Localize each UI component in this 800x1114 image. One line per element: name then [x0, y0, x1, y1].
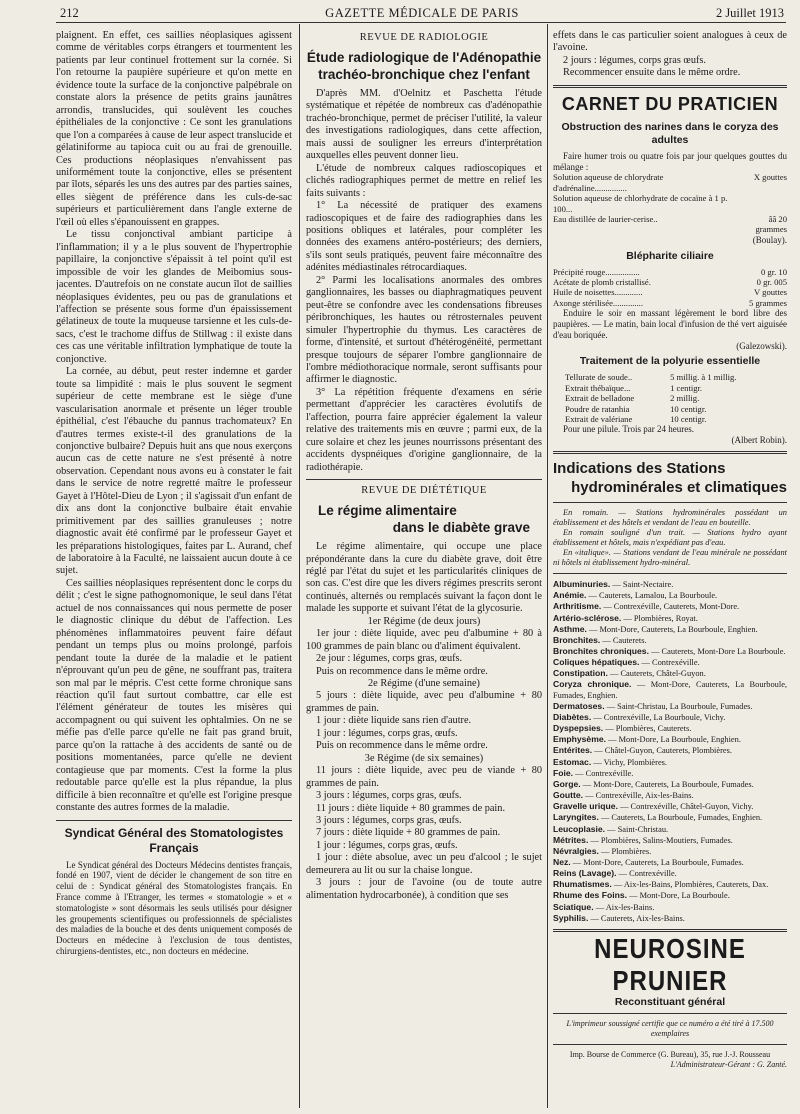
radiology-paragraph: L'étude de nombreux calques radioscopiques et clichés radiographiques permet de mettre en relief les faits suivants :	[306, 162, 542, 199]
indication-stations: — Cauterets, Mont-Dore La Bourboule.	[648, 647, 786, 657]
indication-item	[553, 613, 787, 624]
column-2	[306, 30, 542, 1108]
obstruction-intro: Faire humer trois ou quatre fois par jour quelques gouttes du mélange :	[553, 150, 787, 172]
section-divider	[306, 479, 542, 480]
regime-line: 11 jours : diète liquide, avec peu de viande + 80 grammes de pain.	[306, 765, 542, 789]
indication-stations: — Cauterets, Lamalou, La Bourboule.	[586, 591, 718, 601]
stations-legend: En «italique». — Stations vendant de l'eau minérale ne possédant ni hôtels ni établissement hydro-minéral.	[553, 548, 787, 568]
continued-line: Recommencer ensuite dans le même ordre.	[563, 67, 741, 79]
indication-item	[553, 757, 787, 768]
header-rule	[56, 22, 786, 23]
dietetics-title-line1: Le régime alimentaire	[318, 503, 457, 519]
indication-stations: — Contrexéville.	[616, 869, 677, 879]
section-divider	[553, 451, 787, 454]
section-divider	[553, 1044, 787, 1045]
indication-stations: — Aix-les-Bains, Plombières, Cauterets, Dax.	[611, 880, 769, 890]
dietetics-section-label: REVUE DE DIÉTÉTIQUE	[361, 485, 487, 497]
ingredient-name: Poudre de ratanhia	[565, 403, 630, 414]
radiology-paragraph: 1° La nécessité de pratiquer des examens radioscopiques et de faire des radiographies dans les positions obliques et latérales, pour compléter les données des examens antéro-postérieurs; des derniers, s'ils sont seuls pratiqués, peuvent faire méconnaître des adénites médiastinales rétrocardiaques.	[306, 200, 542, 274]
obstruction-formula	[553, 172, 787, 234]
regime-line: 3 jours : légumes, corps gras, œufs.	[316, 815, 462, 827]
column-rule-2	[547, 24, 548, 1108]
ingredient-name: Précipité rouge................	[553, 266, 640, 277]
indication-item	[553, 768, 787, 779]
page-number: 212	[60, 6, 79, 20]
section-divider	[56, 820, 292, 821]
carnet-title: CARNET DU PRATICIEN	[561, 93, 779, 114]
column-3	[553, 30, 787, 1108]
indication-item	[553, 879, 787, 890]
indication-term: Emphysème.	[553, 734, 607, 745]
ingredient-qty: V gouttes	[753, 287, 787, 298]
indication-term: Leucoplasie.	[553, 823, 606, 834]
syndicat-title: Syndicat Général des Stomatologistes Français	[64, 825, 284, 855]
indication-item	[553, 657, 787, 668]
indication-stations: — Contrexéville, Aix-les-Bains.	[583, 791, 694, 801]
ingredient-name: Extrait de belladone	[565, 393, 635, 404]
radiology-section-label: REVUE DE RADIOLOGIE	[359, 32, 489, 43]
indication-term: Coliques hépatiques.	[553, 657, 640, 668]
blepharite-author: (Galezowski).	[736, 340, 787, 351]
ingredient-name: Acétate de plomb cristallisé.	[553, 277, 651, 288]
indication-term: Sciatique.	[553, 901, 594, 912]
stations-title-line1: Indications des Stations	[553, 460, 726, 478]
stations-legend: En romain souligné d'un trait. — Stations hydro ayant établissement et hôtels, mais n'expédiant pas d'eau.	[553, 528, 787, 548]
indication-term: Arthritisme.	[553, 601, 602, 612]
indication-term: Asthme.	[553, 623, 587, 634]
indication-term: Entérites.	[553, 745, 593, 756]
indication-item	[553, 590, 787, 601]
stations-title-line2: hydrominérales et climatiques	[571, 479, 787, 497]
article-paragraph: La cornée, au début, peut rester indemne et garder toute sa limpidité : mais le plus souvent le segment supérieur de cette membrane est le siège d'une vascularisation anormale et présente un léger trouble épithélial, c'est l'ébauche du pannus trachomateux? En d'autres termes existe-t-il des granulations de la conjonctive bulbaire? Depuis huit ans que nous exerçons aucun cas de cette nature ne s'est présenté à notre observation. Cependant nous avons eu à constater le fait dans le service de notre regretté maître le professeur Gayet à l'Hôtel-Dieu de Lyon ; il s'agissait d'un enfant de dix ans dont la conjonctive bulbaire était envahie primitivement par des saillies granuleuses ; notre diagnostic avait été confirmé par le professeur Gayet et les préparations histologiques, faites par L. Aurand, chef de laboratoire à la Faculté, ne laissaient aucun doute à ce sujet.	[56, 366, 292, 577]
indication-item	[553, 679, 787, 700]
indication-term: Estomac.	[553, 756, 592, 767]
indication-term: Rhume des Foins.	[553, 890, 628, 901]
section-divider	[553, 1013, 787, 1014]
ingredient-name: Solution aqueuse de chlorydrate d'adrénaline...............	[553, 172, 664, 193]
indication-stations: — Plombières.	[598, 846, 652, 856]
indication-stations: — Cauterets, Aix-les-Bains.	[588, 913, 685, 923]
ingredient-qty: 2 millig.	[670, 393, 700, 404]
article-paragraph: plaignent. En effet, ces saillies néoplasiques agissent comme de véritables corps étrangers et tourmentent les patients par leur continuel frottement sur la cornée. Si l'on retourne la paupière supérieure et qu'on mette en évidence toute la surface de la conjonctive palpébrale on constate alors la présence de petits grains jaunâtres arrondis, translucides, qui soulèvent les couches épithéliales de la conjonctive : Ce sont les granulations que l'on a comparées à cause de leur aspect translucide et gélatiniforme au tapioca cuit ou au frai de grenouille. Ces productions néoplasiques n'envahissent pas uniformément toute la conjonctive, elles se présentent par îlots, séparés les uns des autres par des parties saines, elles siègent de préférence dans les culs-de-sac supérieurs et particulièrement dans l'angle externe de l'œil où elles s'épanouissent en grappes.	[56, 30, 292, 228]
radiology-title: Étude radiologique de l'Adénopathie trachéo-bronchique chez l'enfant	[306, 50, 542, 82]
regime-title: 2e Régime (d'une semaine)	[368, 678, 480, 690]
ingredient-qty: 0 gr. 10	[760, 266, 787, 277]
indication-stations: — Mont-Dore, Cauterets, La Bourboule, Fumades, Enghien.	[553, 680, 787, 700]
indication-item	[553, 712, 787, 723]
regime-line: 3 jours : jour de l'avoine (ou de toute autre alimentation hydrocarbonée), à condition que ses	[306, 877, 542, 901]
regime-line: 5 jours : diète liquide, avec peu d'albumine + 80 grammes de pain.	[306, 690, 542, 714]
neurosine-ad-subtitle: Reconstituant général	[614, 995, 726, 1008]
blepharite-formula	[553, 267, 787, 309]
indication-term: Foie.	[553, 767, 574, 778]
indication-stations: — Saint-Christau.	[605, 824, 669, 834]
blepharite-text: Enduire le soir en massant légèrement le bord libre des paupières. — Le matin, bain local d'infusion de thé vert aiguisée d'eau boriquée.	[553, 308, 787, 340]
indication-stations: — Mont-Dore, La Bourboule.	[627, 891, 730, 901]
dietetics-intro: Le régime alimentaire, qui occupe une place prépondérante dans la cure du diabète grave, doit être réglé par l'état du sujet et les particularités cliniques de son cas. C'est dire que les divers régimes prescrits seront continués, alternés ou remplacés suivant la façon dont le malade les supporte et suivant l'état de la glycosurie.	[306, 541, 542, 615]
regime-line: Puis on recommence dans le même ordre.	[316, 740, 488, 752]
indication-stations: — Cauterets.	[600, 635, 647, 645]
indication-term: Anémie.	[553, 590, 587, 601]
indication-item	[553, 624, 787, 635]
radiology-paragraph: D'après MM. d'Oelnitz et Paschetta l'étude systématique et répétée de nombreux cas d'adénopathie trachéo-bronchique, permet de préciser l'utilité, la valeur des investigations radiologiques, dans cette affection, mais aussi de souligner les erreurs d'interprétation auxquelles elles peuvent donner lieu.	[306, 88, 542, 162]
indication-term: Bronchites chroniques.	[553, 646, 649, 657]
indication-item	[553, 890, 787, 901]
indication-term: Diabètes.	[553, 711, 592, 722]
indication-stations: — Mont-Dore, Cauterets, La Bourboule, Fumades.	[580, 779, 754, 789]
indication-term: Métrites.	[553, 834, 589, 845]
ingredient-qty: 10 centigr.	[670, 403, 707, 414]
regime-title: 1er Régime (de deux jours)	[367, 615, 481, 627]
section-divider	[553, 573, 787, 574]
neurosine-ad-title: NEUROSINE PRUNIER	[594, 933, 746, 997]
section-divider	[553, 929, 787, 932]
indication-item	[553, 846, 787, 857]
continued-line: 2 jours : légumes, corps gras œufs.	[563, 54, 706, 66]
administrator-line: L'Administrateur-Gérant : G. Zanté.	[670, 1059, 787, 1069]
indication-item	[553, 635, 787, 646]
indication-stations: — Mont-Dore, La Bourboule, Enghien.	[606, 735, 741, 745]
indication-stations: — Cauterets, La Bourboule, Fumades, Enghien.	[598, 813, 763, 823]
indication-term: Bronchites.	[553, 634, 601, 645]
indication-term: Laryngites.	[553, 812, 599, 823]
indication-term: Syphilis.	[553, 912, 589, 923]
ingredient-qty: X gouttes	[753, 172, 787, 183]
article-paragraph: Le tissu conjonctival ambiant participe à l'inflammation; il y a le plus souvent de l'hypertrophie papillaire, la conjonctive s'épaissit à tel point qu'il est impossible de voir les glandes de Meibomius sous-jacentes. D'autrefois on ne constate aucun îlot de saillies néoplasiques évidentes, peu ou pas de granulations et l'affection se présente sous forme d'un épaississement gélatineux de toute la muqueuse tarsienne et les culs-de-sacs, c'est le trachome diffus de Stillwag : il existe dans ces cas une véritable infiltration lymphatique de toute la conjonctive.	[56, 229, 292, 365]
indication-term: Névralgies.	[553, 845, 599, 856]
continued-line: effets dans le cas particulier soient analogues à ceux de l'avoine.	[553, 30, 787, 54]
polyurie-title: Traitement de la polyurie essentielle	[579, 355, 761, 368]
print-certification: L'imprimeur soussigné certifie que ce numéro a été tiré à 17.500 exemplaires	[566, 1018, 774, 1038]
regime-line: 1 jour : légumes, corps gras, œufs.	[316, 839, 458, 851]
ingredient-name: Huile de noisettes.............	[553, 287, 643, 298]
radiology-paragraph: 3° La répétition fréquente d'examens en série permettant d'apprécier les caractères évolutifs de l'affection, pourra faire apprécier également la valeur relative des traitements mis en œuvre ; parmi eux, de la cure solaire et chez les jeunes nourrissons présentant des accidents dyspnéiques d'origine ganglionnaire, de la radiothérapie.	[306, 386, 542, 473]
regime-line: 11 jours : diète liquide + 80 grammes de pain.	[316, 802, 506, 814]
regime-line: 1er jour : diète liquide, avec peu d'albumine + 80 à 100 grammes de pain blanc ou d'aliment équivalent.	[306, 628, 542, 652]
ingredient-qty: ââ 20 grammes	[755, 214, 787, 235]
indication-stations: — Plombières, Royat.	[621, 613, 698, 623]
indication-item	[553, 913, 787, 924]
ingredient-qty	[737, 193, 787, 214]
indication-term: Goutte.	[553, 790, 584, 801]
section-divider	[553, 85, 787, 88]
indication-item	[553, 723, 787, 734]
indication-stations: — Contrexéville, La Bourboule, Vichy.	[591, 712, 726, 722]
indication-item	[553, 902, 787, 913]
indications-list	[553, 579, 787, 924]
indication-stations: — Contrexéville, Châtel-Guyon, Vichy.	[617, 802, 754, 812]
indication-stations: — Contrexéville, Cauterets, Mont-Dore.	[601, 602, 740, 612]
regime-line: 3 jours : légumes, corps gras, œufs.	[316, 790, 462, 802]
indication-term: Reins (Lavage).	[553, 868, 617, 879]
indication-item	[553, 701, 787, 712]
column-1	[56, 30, 292, 1108]
regime-line: 2e jour : légumes, corps gras, œufs.	[316, 653, 463, 665]
dietetics-title-line2: dans le diabète grave	[392, 520, 530, 536]
indication-stations: — Plombières, Cauterets.	[603, 724, 692, 734]
indication-item	[553, 779, 787, 790]
indication-item	[553, 801, 787, 812]
ingredient-name: Solution aqueuse de chlorhydrate de cocaïne à 1 p. 100...	[553, 193, 728, 214]
indication-item	[553, 668, 787, 679]
article-paragraph: Ces saillies néoplasiques représentent donc le corps du délit ; c'est le signe pathognomonique, le seul dans l'état actuel de nos connaissances qui nous permette de poser le diagnostic clinique du début de l'affection. Les phénomènes inflammatoires peuvent faire défaut pendant un temps plus ou moins prolongé, parfois pendant toute la durée de la maladie et le patient n'éprouvant qu'un peu de gêne, ne souffrant pas, traitera son mal par le mépris. C'est cette forme chronique sans réaction qu'il faut surtout combattre, car elle est l'élément générateur de toutes les misères qui accompagnent ou qui suivent les ophtalmies. On ne se méfie pas d'elle parce qu'elle ne fait pas grand bruit, parce qu'on la rattache à des accidents de santé ou de positions momentanées, parce qu'elle ne devient contagieuse que par moments. C'est la forme la plus redoutable parce qu'elle est la plus répandue, la plus difficile à bien reconnaître et qu'elle est l'origine presque constante des autres formes de la maladie.	[56, 577, 292, 814]
radiology-paragraph: 2° Parmi les localisations anormales des ombres ganglionnaires, les basses ou diaphragmatiques peuvent peut-être se confondre avec les condensations fibreuses péribronchiques, les hautes ou rétrosternales peuvent simuler l'hypertrophie du thymus. Les caractères de forme, d'intensité, et surtout d'hétérogénéité, permettant presque toujours de séparer l'ombre ganglionnaire de l'ombre médiothoracique normale, seront suffisants pour affirmer le diagnostic.	[306, 274, 542, 386]
ingredient-qty: 1 centigr.	[670, 382, 703, 393]
indication-stations: — Plombières, Salins-Moutiers, Fumades.	[588, 835, 733, 845]
regime-line: 1 jour : diète liquide sans rien d'autre.	[316, 715, 472, 727]
indication-stations: — Mont-Dore, Cauterets, La Bourboule, Fumades.	[570, 857, 744, 867]
indication-item	[553, 857, 787, 868]
indication-stations: — Cauterets, Châtel-Guyon.	[607, 669, 706, 679]
indication-term: Artério-sclérose.	[553, 612, 622, 623]
page-header	[60, 6, 784, 22]
indication-item	[553, 812, 787, 823]
indication-item	[553, 868, 787, 879]
indication-item	[553, 835, 787, 846]
indication-item	[553, 824, 787, 835]
stations-legend: En romain. — Stations hydrominérales possédant un établissement et des hôtels et vendant de l'eau en bouteille.	[553, 508, 787, 528]
ingredient-qty: 5 grammes	[749, 297, 787, 308]
indication-stations: — Saint-Nectaire.	[610, 580, 674, 590]
ingredient-qty: 0 gr. 005	[756, 277, 787, 288]
ingredient-qty: 5 millig. à 1 millig.	[670, 372, 737, 383]
issue-date: 2 Juillet 1913	[715, 6, 784, 20]
indication-term: Constipation.	[553, 668, 608, 679]
regime-line: 7 jours : diète liquide + 80 grammes de pain.	[316, 827, 501, 839]
indication-term: Rhumatismes.	[553, 879, 612, 890]
indication-term: Dyspepsies.	[553, 723, 604, 734]
blepharite-title: Blépharite ciliaire	[626, 249, 714, 262]
printer-line: Imp. Bourse de Commerce (G. Bureau), 35, rue J.-J. Rousseau	[569, 1049, 771, 1059]
ingredient-qty: 10 centigr.	[670, 414, 707, 425]
indication-term: Gorge.	[553, 778, 581, 789]
ingredient-name: Extrait thébaïque...	[565, 382, 631, 393]
indication-item	[553, 734, 787, 745]
ingredient-name: Tellurate de soude..	[565, 372, 633, 383]
indication-stations: — Châtel-Guyon, Cauterets, Plombières.	[592, 746, 732, 756]
regime-title: 3e Régime (de six semaines)	[364, 752, 484, 764]
indication-stations: — Mont-Dore, Cauterets, La Bourboule, Enghien.	[586, 624, 758, 634]
indication-item	[553, 579, 787, 590]
indication-item	[553, 646, 787, 657]
indication-stations: — Contrexéville.	[639, 658, 700, 668]
regime-line: Puis on recommence dans le même ordre.	[316, 665, 488, 677]
polyurie-formula	[565, 372, 771, 424]
indication-term: Nez.	[553, 856, 571, 867]
ingredient-name: Extrait de valériane	[565, 414, 633, 425]
ingredient-name: Eau distillée de laurier-cerise..	[553, 214, 658, 225]
indication-stations: — Contrexéville.	[573, 768, 634, 778]
indication-term: Gravelle urique.	[553, 801, 618, 812]
obstruction-author: (Boulay).	[752, 234, 787, 245]
obstruction-title: Obstruction des narines dans le coryza des adultes	[561, 120, 779, 146]
indication-stations: — Saint-Christau, La Bourboule, Fumades.	[604, 701, 753, 711]
ingredient-name: Axonge stérilisée..............	[553, 297, 643, 308]
indication-stations: — Aix-les-Bains.	[593, 902, 655, 912]
indication-item	[553, 601, 787, 612]
indication-term: Dermatoses.	[553, 700, 605, 711]
indication-item	[553, 790, 787, 801]
section-divider	[553, 502, 787, 503]
column-rule-1	[299, 24, 300, 1108]
polyurie-author: (Albert Robin).	[731, 435, 787, 446]
indication-term: Coryza chronique.	[553, 679, 632, 690]
indication-item	[553, 745, 787, 756]
regime-line: 1 jour : diète absolue, avec un peu d'alcool ; le sujet demeurera au lit ou sur la chaise longue.	[306, 852, 542, 876]
syndicat-text: Le Syndicat général des Docteurs Médecins dentistes français, fondé en 1907, vient de décider le changement de son titre en celui de : Syndicat général des Stomatologistes français. En France comme à l'Etranger, les termes « stomatologie » et « stomatologiste » sont désormais les seuls utilisés pour désigner les groupements scientifiques ou professionnels de spécialistes des maladies de la bouche et des dents uniquement composés de Docteurs en médecine à l'exclusion de tous dentistes, chirurgiens-dentistes, etc., non docteurs en médecine.	[56, 859, 292, 956]
regime-line: 1 jour : légumes, corps gras, œufs.	[316, 727, 458, 739]
indication-stations: — Vichy, Plombières.	[591, 757, 668, 767]
polyurie-text: Pour une pilule. Trois par 24 heures.	[563, 424, 694, 435]
journal-title: GAZETTE MÉDICALE DE PARIS	[325, 6, 519, 20]
indication-term: Albuminuries.	[553, 579, 611, 590]
